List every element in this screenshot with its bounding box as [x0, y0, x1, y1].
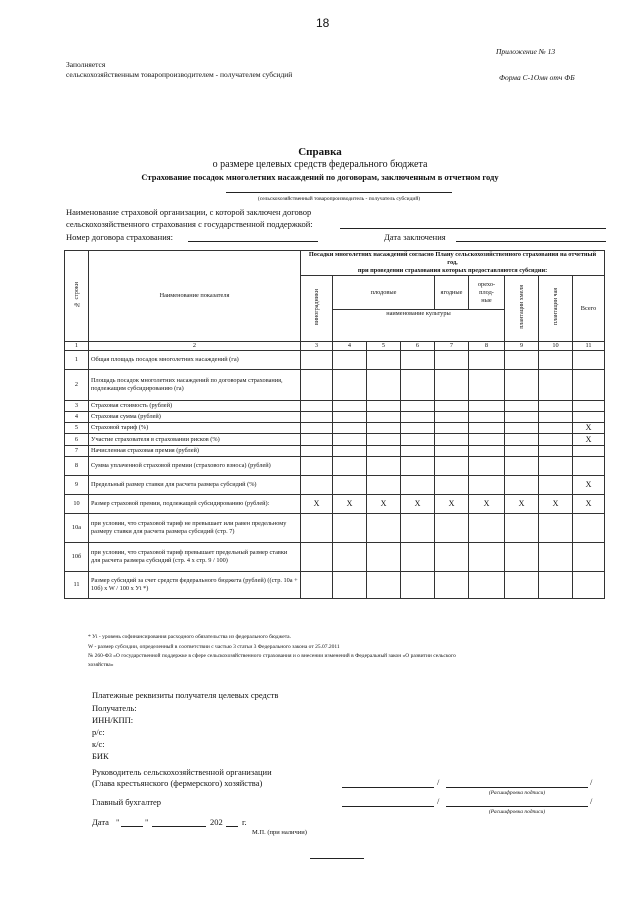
contract-date-line[interactable]: [456, 241, 606, 242]
value-cell[interactable]: [539, 543, 573, 572]
value-cell[interactable]: [505, 543, 539, 572]
value-cell[interactable]: [505, 401, 539, 412]
row-number: 10: [65, 495, 89, 514]
table-row: [65, 423, 605, 434]
value-cell[interactable]: [367, 351, 401, 370]
date-year-prefix: 202: [210, 817, 223, 827]
table-row: [65, 401, 605, 412]
value-cell[interactable]: [301, 412, 333, 423]
row-number-header: № строки: [65, 251, 89, 342]
row-number: 2: [65, 370, 89, 401]
head-decode-line[interactable]: [446, 787, 588, 788]
value-cell[interactable]: [333, 401, 367, 412]
row-number: 3: [65, 401, 89, 412]
value-cell[interactable]: [435, 412, 469, 423]
doc-subtitle: о размере целевых средств федерального бюджета: [212, 159, 428, 170]
footnote-1: * Уi - уровень софинансирования расходного обязательства из федерального бюджета.: [88, 634, 291, 640]
value-cell[interactable]: [301, 446, 333, 457]
value-cell[interactable]: [505, 446, 539, 457]
head-slash-1: /: [437, 777, 440, 787]
row-number: 9: [65, 476, 89, 495]
value-cell[interactable]: [505, 412, 539, 423]
column-numbers-row: [65, 342, 605, 351]
column-number: 9: [505, 342, 539, 351]
value-cell[interactable]: [401, 423, 435, 434]
value-cell[interactable]: [573, 412, 605, 423]
value-cell[interactable]: [573, 370, 605, 401]
value-cell[interactable]: [435, 572, 469, 599]
date-year-suffix: г.: [242, 817, 247, 827]
value-cell: X: [573, 495, 605, 514]
value-cell[interactable]: [367, 457, 401, 476]
bottom-rule: [310, 858, 364, 859]
col-hops: плантации хмеля: [505, 276, 539, 342]
value-cell[interactable]: [573, 572, 605, 599]
value-cell[interactable]: [301, 370, 333, 401]
value-cell: X: [539, 495, 573, 514]
value-cell[interactable]: [367, 370, 401, 401]
value-cell[interactable]: [401, 412, 435, 423]
filled-by-who: сельскохозяйственным товаропроизводителем - получателем субсидий: [66, 70, 293, 79]
page-number: 18: [316, 16, 330, 30]
row-number: 10а: [65, 514, 89, 543]
value-cell[interactable]: [401, 370, 435, 401]
value-cell[interactable]: [301, 351, 333, 370]
filled-by-label: Заполняется: [66, 60, 106, 69]
accountant-slash-1: /: [437, 796, 440, 806]
accountant-signature-line[interactable]: [342, 806, 434, 807]
value-cell[interactable]: [539, 476, 573, 495]
column-number: 2: [89, 342, 301, 351]
value-cell[interactable]: [301, 543, 333, 572]
payment-bik: БИК: [92, 751, 109, 761]
indicator-name: Размер страховой премии, подлежащей субсидированию (рублей):: [89, 495, 301, 514]
value-cell[interactable]: [367, 434, 401, 446]
insurer-label-1: Наименование страховой организации, с которой заключен договор: [66, 207, 312, 217]
accountant-decode-line[interactable]: [446, 806, 588, 807]
insurer-line[interactable]: [340, 228, 606, 229]
value-cell[interactable]: [573, 351, 605, 370]
indicator-name: Начисленная страховая премия (рублей): [89, 446, 301, 457]
accountant-label: Главный бухгалтер: [92, 797, 162, 807]
row-number: 11: [65, 572, 89, 599]
value-cell[interactable]: [469, 370, 505, 401]
indicator-name: Площадь посадок многолетних насаждений по договорам страхования, подлежащим субсидированию (га): [89, 370, 301, 401]
row-number: 4: [65, 412, 89, 423]
producer-line: [226, 192, 452, 193]
contract-number-line[interactable]: [188, 241, 318, 242]
column-number: 8: [469, 342, 505, 351]
date-quote-open: ": [116, 817, 120, 827]
value-cell[interactable]: [367, 514, 401, 543]
col-total: Всего: [573, 276, 605, 342]
value-cell[interactable]: [333, 423, 367, 434]
value-cell[interactable]: [505, 434, 539, 446]
head-signature-line[interactable]: [342, 787, 434, 788]
value-cell: X: [573, 476, 605, 495]
value-cell[interactable]: [333, 457, 367, 476]
value-cell[interactable]: [469, 423, 505, 434]
accountant-slash-2: /: [590, 796, 593, 806]
value-cell[interactable]: [539, 457, 573, 476]
indicator-name: при условии, что страховой тариф превышает предельный размер ставки для расчета размера субсидий (стр. 4 х стр. 9 / 100): [89, 543, 301, 572]
column-number: 10: [539, 342, 573, 351]
value-cell: X: [401, 495, 435, 514]
value-cell[interactable]: [573, 543, 605, 572]
table-row: [65, 495, 605, 514]
indicator-name: Сумма уплаченной страховой премии (страхового взноса) (рублей): [89, 457, 301, 476]
value-cell[interactable]: [469, 446, 505, 457]
indicator-header: Наименование показателя: [89, 251, 301, 342]
value-cell[interactable]: [435, 351, 469, 370]
table-row: [65, 351, 605, 370]
value-cell[interactable]: [505, 370, 539, 401]
value-cell[interactable]: [333, 351, 367, 370]
row-number: 5: [65, 423, 89, 434]
value-cell[interactable]: [401, 476, 435, 495]
value-cell: X: [469, 495, 505, 514]
crop-name-header: наименование культуры: [333, 310, 505, 342]
row-number: 10б: [65, 543, 89, 572]
table-row: [65, 514, 605, 543]
col-vineyards: виноградники: [301, 276, 333, 342]
value-cell[interactable]: [401, 572, 435, 599]
column-number: 7: [435, 342, 469, 351]
col-berry: ягодные: [435, 276, 469, 310]
subsidy-table: [64, 250, 605, 599]
value-cell: X: [301, 495, 333, 514]
head-label-1: Руководитель сельскохозяйственной организации: [92, 767, 272, 777]
date-day-line[interactable]: [121, 826, 143, 827]
value-cell[interactable]: [469, 351, 505, 370]
row-number: 7: [65, 446, 89, 457]
payment-ks: к/с:: [92, 739, 105, 749]
value-cell[interactable]: [301, 476, 333, 495]
value-cell[interactable]: [505, 457, 539, 476]
value-cell[interactable]: [333, 514, 367, 543]
value-cell[interactable]: [333, 370, 367, 401]
column-number: 3: [301, 342, 333, 351]
value-cell[interactable]: [367, 572, 401, 599]
table-row: [65, 370, 605, 401]
value-cell[interactable]: [401, 351, 435, 370]
value-cell[interactable]: [505, 572, 539, 599]
value-cell[interactable]: [435, 543, 469, 572]
payment-title: Платежные реквизиты получателя целевых средств: [92, 690, 279, 700]
value-cell[interactable]: [573, 446, 605, 457]
value-cell: X: [505, 495, 539, 514]
footnote-2: W - размер субсидии, определенный в соответствии с частью 3 статьи 3 Федерального закона от 25.07.2011: [88, 644, 340, 650]
value-cell[interactable]: [539, 514, 573, 543]
value-cell[interactable]: [367, 401, 401, 412]
value-cell[interactable]: [401, 514, 435, 543]
date-quote-close: ": [145, 817, 149, 827]
table-row: [65, 457, 605, 476]
value-cell[interactable]: [301, 457, 333, 476]
indicator-name: Предельный размер ставки для расчета размера субсидий (%): [89, 476, 301, 495]
table-row: [65, 476, 605, 495]
value-cell[interactable]: [435, 370, 469, 401]
value-cell[interactable]: [469, 543, 505, 572]
value-cell[interactable]: [333, 446, 367, 457]
indicator-name: при условии, что страховой тариф не превышает или равен предельному размеру ставки для расчета размера субсидий (стр. 7): [89, 514, 301, 543]
producer-caption: (сельскохозяйственный товаропроизводитель - получатель субсидий): [257, 196, 421, 202]
value-cell[interactable]: [435, 423, 469, 434]
value-cell[interactable]: [401, 457, 435, 476]
value-cell: X: [573, 423, 605, 434]
payment-inn: ИНН/КПП:: [92, 715, 134, 725]
value-cell[interactable]: [435, 401, 469, 412]
value-cell[interactable]: [435, 514, 469, 543]
value-cell: X: [367, 495, 401, 514]
value-cell[interactable]: [301, 401, 333, 412]
value-cell[interactable]: [469, 572, 505, 599]
value-cell[interactable]: [367, 446, 401, 457]
value-cell[interactable]: [505, 423, 539, 434]
value-cell[interactable]: [333, 412, 367, 423]
indicator-name: Общая площадь посадок многолетних насаждений (га): [89, 351, 301, 370]
appendix-label: Приложение № 13: [496, 47, 556, 56]
value-cell[interactable]: [573, 401, 605, 412]
column-number: 11: [573, 342, 605, 351]
value-cell[interactable]: [539, 572, 573, 599]
value-cell[interactable]: [573, 457, 605, 476]
contract-number-label: Номер договора страхования:: [66, 232, 174, 242]
table-row: [65, 446, 605, 457]
value-cell: X: [333, 495, 367, 514]
date-month-line[interactable]: [152, 826, 206, 827]
plantings-header: Посадки многолетних насаждений согласно Плану сельскохозяйственного страхования на отчетный год, при проведении страхования которых предоставляются субсидии:: [301, 251, 605, 276]
payment-recipient: Получатель:: [92, 703, 137, 713]
value-cell: X: [573, 434, 605, 446]
table-row: [65, 543, 605, 572]
value-cell[interactable]: [333, 543, 367, 572]
value-cell[interactable]: [367, 543, 401, 572]
value-cell[interactable]: [367, 412, 401, 423]
value-cell[interactable]: [333, 572, 367, 599]
value-cell[interactable]: [539, 412, 573, 423]
indicator-name: Страховая сумма (рублей): [89, 412, 301, 423]
footnote-3: № 260-ФЗ «О государственной поддержке в сфере сельскохозяйственного страхования и о внесении изменений в Федеральный закон «О развитии сельского: [88, 653, 456, 659]
column-number: 1: [65, 342, 89, 351]
payment-rs: р/с:: [92, 727, 105, 737]
value-cell[interactable]: [435, 476, 469, 495]
value-cell[interactable]: [333, 476, 367, 495]
value-cell[interactable]: [333, 434, 367, 446]
col-fruit: плодовые: [333, 276, 435, 310]
col-nut: орехо- плод- ные: [469, 276, 505, 310]
table-row: [65, 572, 605, 599]
value-cell[interactable]: [367, 423, 401, 434]
value-cell[interactable]: [469, 457, 505, 476]
value-cell[interactable]: [469, 412, 505, 423]
insurer-label-2: сельскохозяйственного страхования с государственной поддержкой:: [66, 219, 313, 229]
value-cell[interactable]: [301, 423, 333, 434]
table-row: [65, 434, 605, 446]
value-cell[interactable]: [401, 446, 435, 457]
value-cell[interactable]: [301, 572, 333, 599]
col-tea: плантации чая: [539, 276, 573, 342]
column-number: 4: [333, 342, 367, 351]
value-cell[interactable]: [401, 401, 435, 412]
doc-subtitle-2: Страхование посадок многолетних насаждений по договорам, заключенным в отчетном году: [141, 172, 499, 182]
value-cell[interactable]: [401, 434, 435, 446]
value-cell[interactable]: [505, 514, 539, 543]
accountant-decode-caption: (Расшифровка подписи): [488, 809, 546, 815]
value-cell[interactable]: [469, 401, 505, 412]
date-year-line[interactable]: [226, 826, 238, 827]
indicator-name: Страховая стоимость (рублей): [89, 401, 301, 412]
head-decode-caption: (Расшифровка подписи): [488, 790, 546, 796]
row-number: 6: [65, 434, 89, 446]
value-cell: X: [435, 495, 469, 514]
value-cell[interactable]: [367, 476, 401, 495]
head-slash-2: /: [590, 777, 593, 787]
value-cell[interactable]: [469, 514, 505, 543]
contract-date-label: Дата заключения: [384, 232, 446, 242]
value-cell[interactable]: [505, 476, 539, 495]
value-cell[interactable]: [435, 446, 469, 457]
value-cell[interactable]: [301, 514, 333, 543]
value-cell[interactable]: [505, 351, 539, 370]
table-row: [65, 412, 605, 423]
value-cell[interactable]: [539, 446, 573, 457]
date-label: Дата: [92, 817, 109, 827]
footnote-4: хозяйства»: [88, 662, 114, 668]
row-number: 8: [65, 457, 89, 476]
column-number: 5: [367, 342, 401, 351]
value-cell[interactable]: [401, 543, 435, 572]
column-number: 6: [401, 342, 435, 351]
row-number: 1: [65, 351, 89, 370]
stamp-place-label: М.П. (при наличии): [252, 829, 307, 836]
head-label-2: (Глава крестьянского (фермерского) хозяйства): [92, 778, 263, 788]
value-cell[interactable]: [469, 434, 505, 446]
value-cell[interactable]: [539, 423, 573, 434]
value-cell[interactable]: [573, 514, 605, 543]
value-cell[interactable]: [539, 351, 573, 370]
value-cell[interactable]: [539, 370, 573, 401]
doc-title: Справка: [298, 146, 342, 158]
indicator-name: Размер субсидий за счет средств федерального бюджета (рублей) ((стр. 10а + 10б) х W / 100 х Уi *): [89, 572, 301, 599]
value-cell[interactable]: [539, 434, 573, 446]
value-cell[interactable]: [301, 434, 333, 446]
indicator-name: Страховой тариф (%): [89, 423, 301, 434]
value-cell[interactable]: [469, 476, 505, 495]
value-cell[interactable]: [435, 457, 469, 476]
form-code: Форма С-1Омн отч ФБ: [499, 73, 575, 82]
indicator-name: Участие страхователя в страховании рисков (%): [89, 434, 301, 446]
value-cell[interactable]: [539, 401, 573, 412]
value-cell[interactable]: [435, 434, 469, 446]
